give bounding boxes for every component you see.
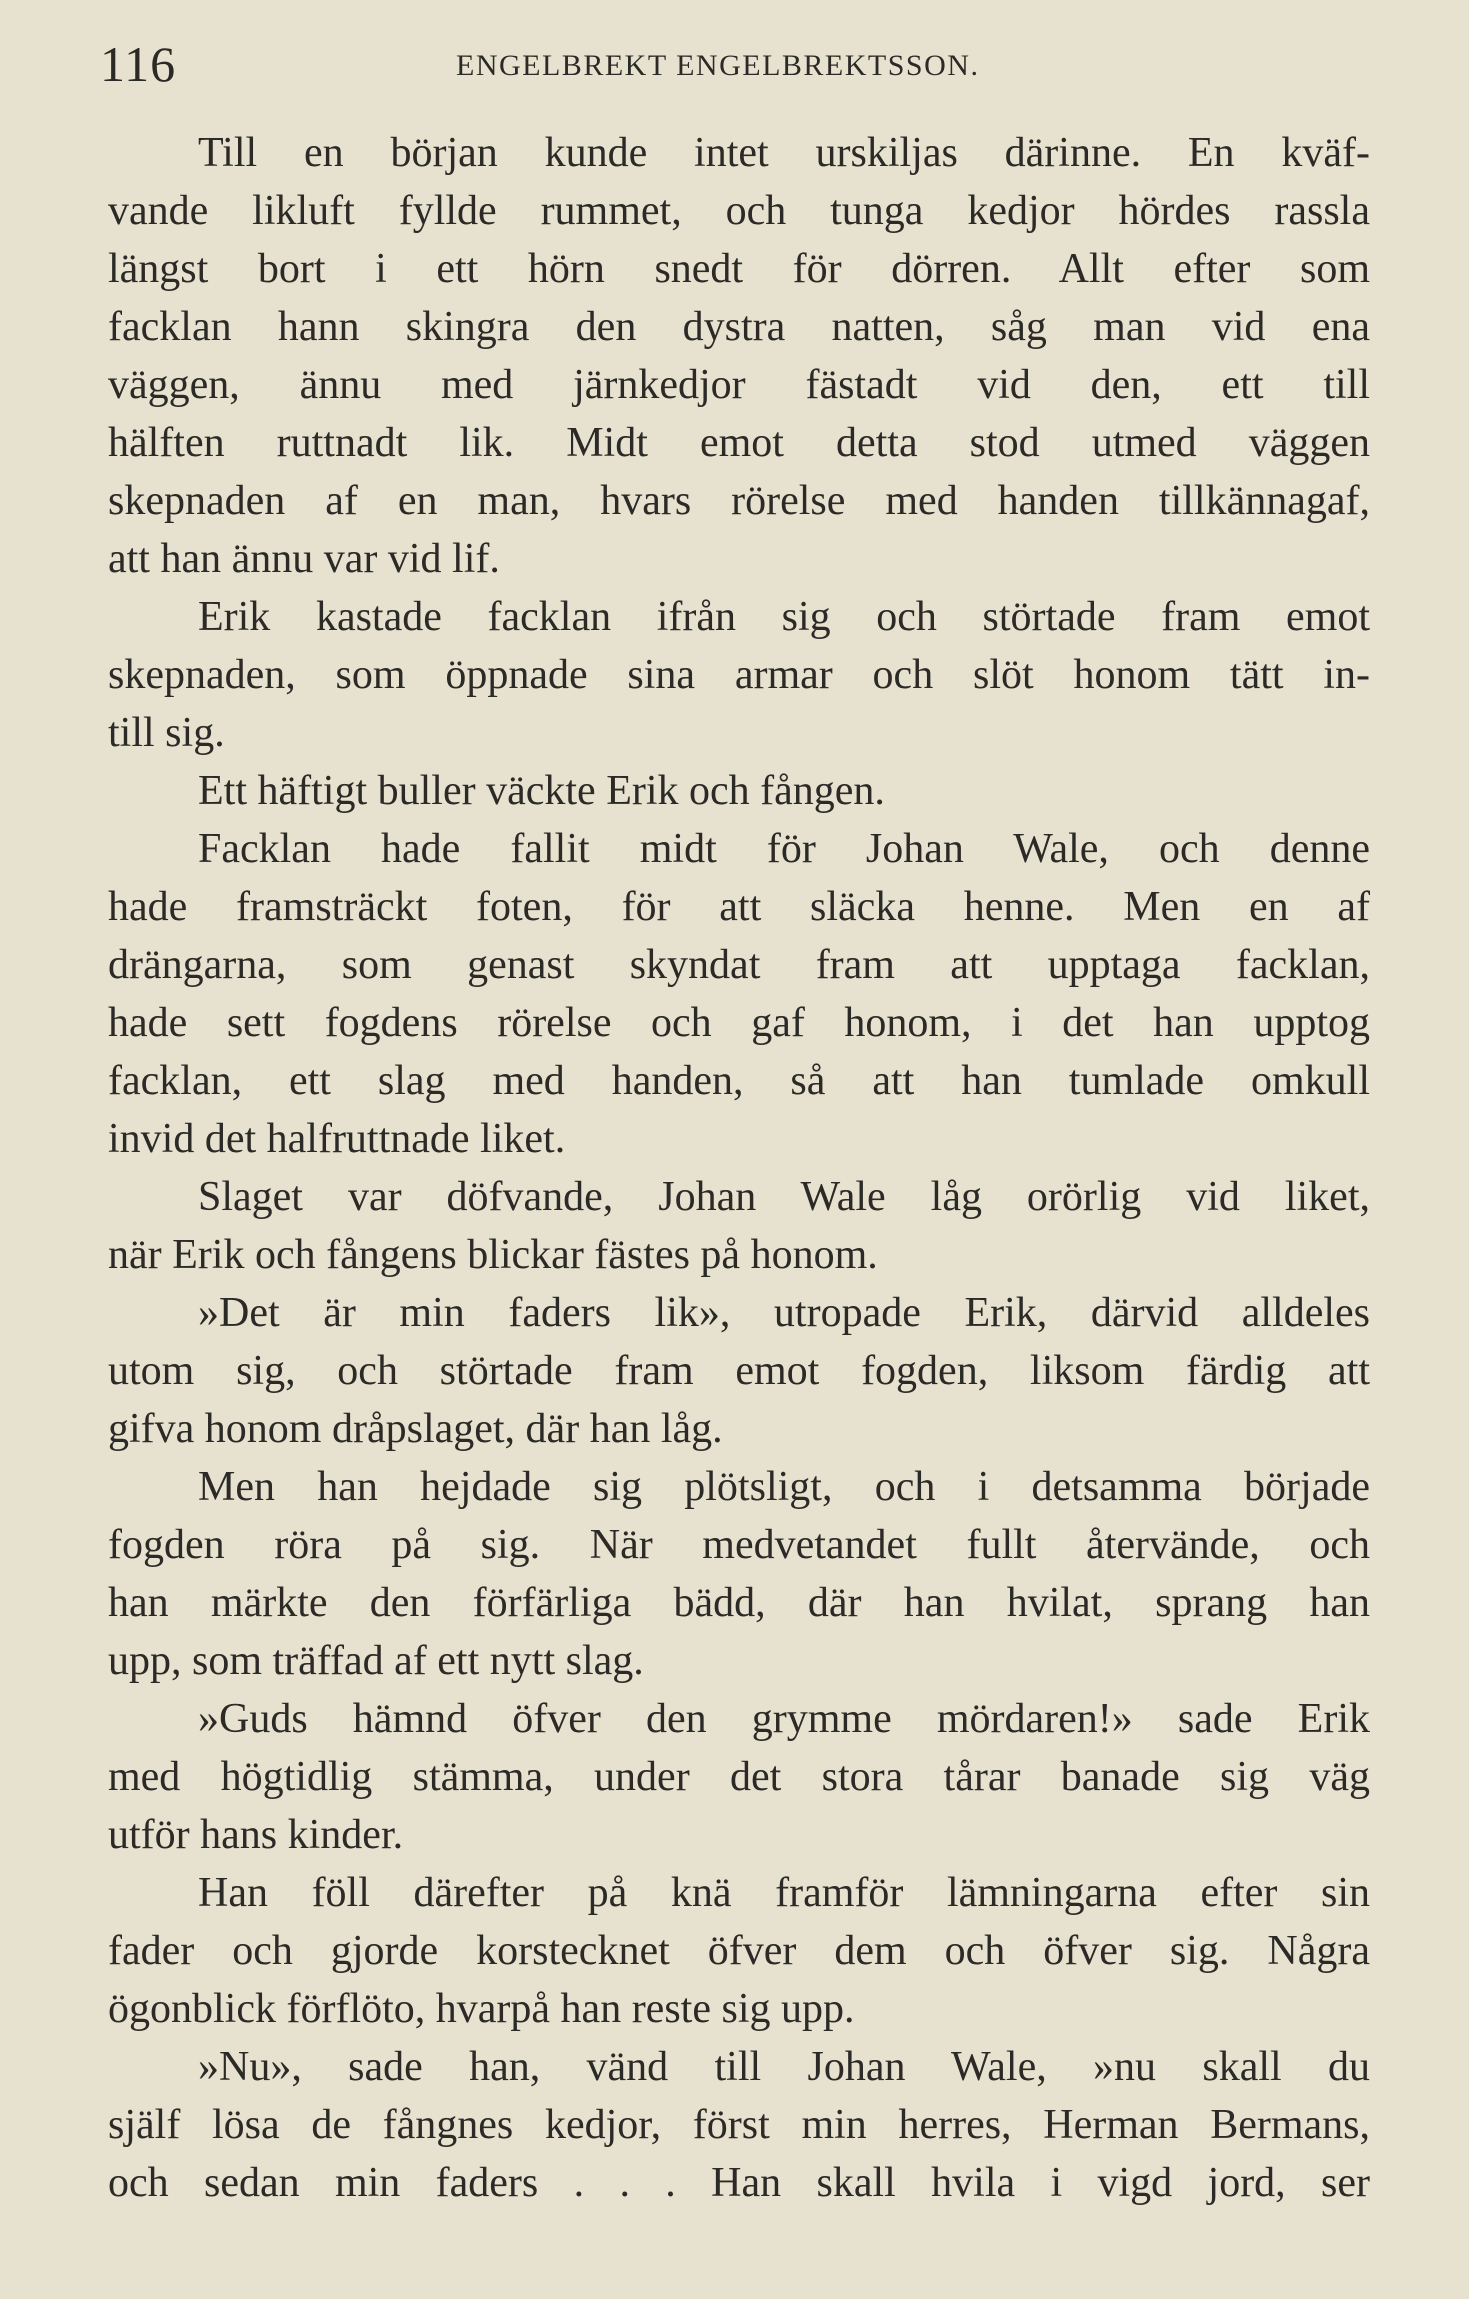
text-line: skepnaden af en man, hvars rörelse med handen tillkännagaf, <box>108 478 1370 524</box>
text-line: väggen, ännu med järnkedjor fästadt vid den, ett till <box>108 362 1370 408</box>
text-line: att han ännu var vid lif. <box>108 536 500 582</box>
text-line: med högtidlig stämma, under det stora tårar banade sig väg <box>108 1754 1370 1800</box>
text-line: drängarna, som genast skyndat fram att upptaga facklan, <box>108 942 1370 988</box>
text-line: till sig. <box>108 710 225 756</box>
text-line: »Det är min faders lik», utropade Erik, därvid alldeles <box>198 1290 1370 1336</box>
text-line: gifva honom dråpslaget, där han låg. <box>108 1406 723 1452</box>
page-header <box>100 34 1400 94</box>
text-line: fogden röra på sig. När medvetandet fullt återvände, och <box>108 1522 1370 1568</box>
text-line: och sedan min faders . . . Han skall hvila i vigd jord, ser <box>108 2160 1370 2206</box>
running-title: ENGELBREKT ENGELBREKTSSON. <box>456 49 980 82</box>
text-line: hade framsträckt foten, för att släcka henne. Men en af <box>108 884 1370 930</box>
text-line: utför hans kinder. <box>108 1812 404 1858</box>
text-line: hälften ruttnadt lik. Midt emot detta stod utmed väggen <box>108 420 1370 466</box>
text-line: själf lösa de fångnes kedjor, först min herres, Herman Bermans, <box>108 2102 1370 2148</box>
text-line: hade sett fogdens rörelse och gaf honom, i det han upptog <box>108 1000 1370 1046</box>
text-line: när Erik och fångens blickar fästes på honom. <box>108 1232 878 1278</box>
text-line: »Guds hämnd öfver den grymme mördaren!» sade Erik <box>198 1696 1370 1742</box>
text-line: skepnaden, som öppnade sina armar och slöt honom tätt in- <box>108 652 1370 698</box>
text-line: han märkte den förfärliga bädd, där han hvilat, sprang han <box>108 1580 1370 1626</box>
text-line: Men han hejdade sig plötsligt, och i detsamma började <box>198 1464 1370 1510</box>
text-line: vande likluft fyllde rummet, och tunga kedjor hördes rassla <box>108 188 1370 234</box>
text-line: Ett häftigt buller väckte Erik och fången. <box>198 768 885 814</box>
text-line: Facklan hade fallit midt för Johan Wale, och denne <box>198 826 1370 872</box>
text-line: upp, som träffad af ett nytt slag. <box>108 1638 644 1684</box>
text-line: längst bort i ett hörn snedt för dörren. Allt efter som <box>108 246 1370 292</box>
text-line: fader och gjorde korstecknet öfver dem och öfver sig. Några <box>108 1928 1370 1974</box>
text-line: invid det halfruttnade liket. <box>108 1116 566 1162</box>
text-line: Erik kastade facklan ifrån sig och störtade fram emot <box>198 594 1370 640</box>
text-line: facklan, ett slag med handen, så att han tumlade omkull <box>108 1058 1370 1104</box>
page-number: 116 <box>100 36 177 92</box>
text-line: facklan hann skingra den dystra natten, såg man vid ena <box>108 304 1370 350</box>
text-line: »Nu», sade han, vänd till Johan Wale, »nu skall du <box>198 2044 1370 2090</box>
text-line: Slaget var döfvande, Johan Wale låg orörlig vid liket, <box>198 1174 1370 1220</box>
text-line: utom sig, och störtade fram emot fogden, liksom färdig att <box>108 1348 1370 1394</box>
text-line: Han föll därefter på knä framför lämningarna efter sin <box>198 1870 1370 1916</box>
text-line: ögonblick förflöto, hvarpå han reste sig upp. <box>108 1986 855 2032</box>
text-line: Till en början kunde intet urskiljas därinne. En kväf- <box>198 130 1370 176</box>
body-text <box>108 124 1370 2212</box>
